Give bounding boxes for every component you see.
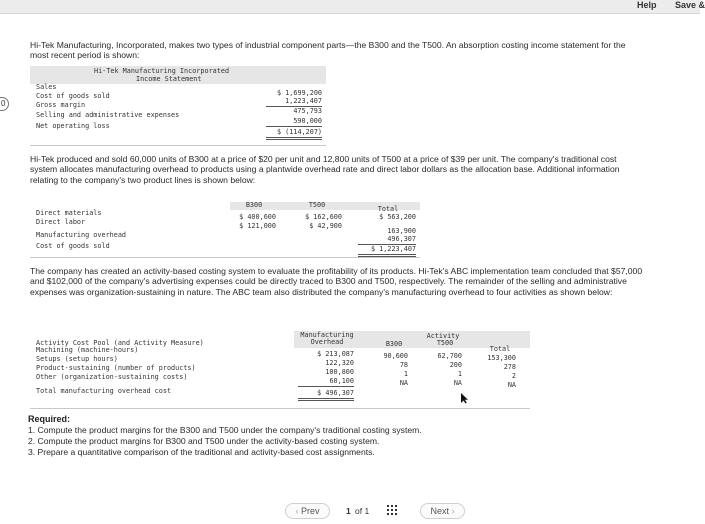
activity-cell-total: 278 — [503, 363, 516, 371]
production-paragraph: Hi-Tek produced and sold 60,000 units of B300 at a price of $20 per unit and 12,800 units of T500 at a price of $39 per unit. The company's traditional cost system allocates manufacturing overhead to products using a plantwide overhead rate and direct labor dollars as the allocation base. Additional information relating to the company's two product lines is shown below: — [30, 154, 620, 185]
product-row-label: Direct labor — [36, 218, 86, 226]
required-item: 3. Prepare a quantitative comparison of the traditional and activity-based cost assignments. — [28, 447, 375, 457]
activity-row-label: Other (organization-sustaining costs) — [36, 373, 188, 381]
activity-cell-b300: 1 — [403, 370, 408, 378]
activity-cost-table — [30, 331, 530, 409]
activity-header-total: Total — [489, 345, 511, 353]
statement-title: Income Statement — [136, 75, 202, 83]
statement-row-value: $ (114,207) — [266, 129, 322, 140]
activity-row-label: Product-sustaining (number of products) — [36, 364, 196, 372]
product-cell-total: $ 1,223,407 — [358, 246, 416, 257]
activity-cell-b300: 90,600 — [383, 352, 408, 360]
activity-row-label: Machining (machine-hours) — [36, 346, 139, 354]
product-cell-b300: $ 400,600 — [239, 213, 276, 221]
activity-cell-total: NA — [507, 381, 516, 389]
activity-cell-mo: $ 213,087 — [317, 350, 354, 358]
activity-group-header: Activity — [426, 332, 460, 340]
statement-row-value: $ 1,699,200 — [276, 89, 322, 97]
product-row-label: Manufacturing overhead — [36, 231, 127, 239]
activity-cell-t500: 1 — [457, 370, 462, 378]
activity-col-header: Activity Cost Pool (and Activity Measure) — [36, 339, 204, 347]
statement-row-label: Gross margin — [36, 101, 86, 109]
activity-cell-b300: 78 — [399, 361, 408, 369]
required-title: Required: — [28, 414, 71, 424]
mo-header-2: Overhead — [310, 338, 344, 346]
activity-header-b300: B300 — [385, 340, 403, 348]
statement-row-value: 475,793 — [293, 107, 322, 115]
product-cell-t500: $ 162,600 — [305, 213, 342, 221]
activity-cell-t500: 62,700 — [437, 352, 462, 360]
activity-cell-mo: $ 496,307 — [298, 390, 354, 401]
abc-paragraph: The company has created an activity-based costing system to evaluate the profitability of its products. Hi-Tek's ABC implementation team concluded that $57,000 and $102,000 of the company's advertising expenses could be directly traced to B300 and T500, respectively. The remainder of the selling and administrative expenses was organization-sustaining in nature. The ABC team also distributed the company's manufacturing overhead to four activities as shown below: — [30, 266, 643, 297]
statement-row-label: Net operating loss — [36, 122, 110, 130]
statement-row-value: 590,000 — [266, 118, 322, 127]
activity-cell-total: 2 — [511, 372, 516, 380]
product-cell-total: 496,307 — [358, 236, 416, 245]
activity-cell-mo: 60,100 — [298, 378, 354, 387]
page-number: 1 — [346, 506, 351, 516]
left-side-tab[interactable]: 0 — [0, 97, 9, 111]
activity-row-label: Total manufacturing overhead cost — [36, 387, 172, 395]
company-name: Hi-Tek Manufacturing Incorporated — [94, 67, 230, 75]
statement-row-value: 1,223,407 — [266, 98, 322, 107]
prev-button[interactable] — [285, 503, 330, 519]
col-header-t500: T500 — [308, 201, 326, 209]
page-of-total: of 1 — [355, 506, 370, 516]
product-row-label: Direct materials — [36, 209, 102, 217]
product-line-table — [30, 202, 420, 258]
mouse-cursor-icon — [460, 393, 468, 404]
activity-cell-mo: 122,320 — [325, 359, 354, 367]
product-cell-t500: $ 42,900 — [309, 222, 342, 230]
income-statement-table — [30, 66, 326, 146]
help-link[interactable]: Help — [637, 0, 657, 10]
product-cell-total: $ 563,200 — [379, 213, 416, 221]
activity-cell-mo: 100,800 — [325, 368, 354, 376]
chevron-right-icon: › — [449, 506, 455, 516]
prev-label: Prev — [300, 506, 320, 516]
statement-row-label: Selling and administrative expenses — [36, 111, 180, 119]
activity-cell-total: 153,300 — [487, 354, 516, 362]
statement-row-label: Sales — [36, 83, 57, 91]
intro-paragraph: Hi-Tek Manufacturing, Incorporated, makes two types of industrial component parts—the B300 and the T500. An absorption costing income statement for the most recent period is shown: — [30, 40, 626, 61]
activity-cell-t500: 200 — [449, 361, 462, 369]
mo-header-1: Manufacturing — [300, 331, 354, 339]
save-link[interactable]: Save & — [675, 0, 705, 10]
activity-cell-t500: NA — [453, 379, 462, 387]
activity-cell-b300: NA — [399, 379, 408, 387]
activity-row-label: Setups (setup hours) — [36, 355, 118, 363]
next-button[interactable] — [420, 503, 465, 519]
product-row-label: Cost of goods sold — [36, 242, 110, 250]
product-cell-total: 163,900 — [387, 227, 416, 235]
activity-header-t500: T500 — [436, 339, 454, 347]
product-cell-b300: $ 121,000 — [239, 222, 276, 230]
col-header-b300: B300 — [245, 201, 263, 209]
col-header-total: Total — [377, 205, 399, 213]
next-label: Next — [430, 506, 449, 516]
required-item: 2. Compute the product margins for B300 and T500 under the activity-based costing system. — [28, 436, 380, 446]
required-item: 1. Compute the product margins for the B300 and T500 under the company's traditional costing system. — [28, 425, 422, 435]
page-grid-icon[interactable] — [387, 505, 397, 515]
statement-row-label: Cost of goods sold — [36, 92, 110, 100]
top-toolbar — [0, 0, 705, 14]
chevron-left-icon: ‹ — [295, 506, 301, 516]
